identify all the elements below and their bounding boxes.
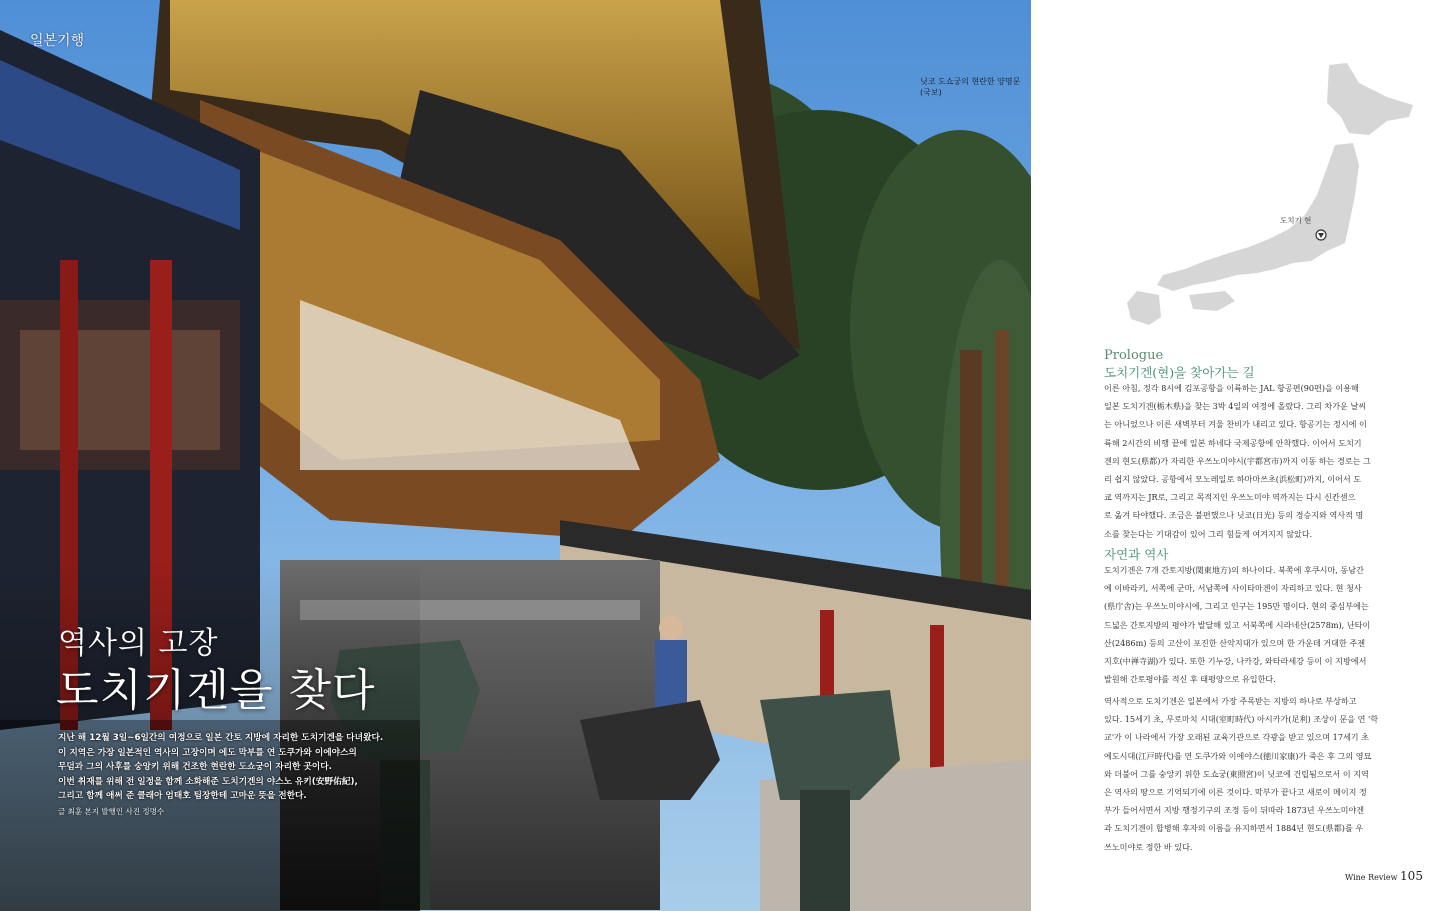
lead-line: 이 지역은 가장 일본적인 역사의 고장이며 에도 막부를 연 도쿠가와 이에야스의: [58, 747, 357, 758]
section-body: [1104, 692, 1404, 856]
body-line: 륙해 2시간의 비행 끝에 일본 하네다 국제공항에 안착했다. 이어서 도치기: [1104, 437, 1362, 448]
body-line: 리 쉽지 않았다. 공항에서 모노레일로 하마마쓰초(浜松町)까지, 이어서 도: [1104, 474, 1362, 485]
body-line: 역사적으로 도치기겐은 일본에서 가장 주목받는 지방의 하나로 부상하고: [1104, 696, 1357, 706]
body-line: 쓰노미야로 정한 바 있다.: [1104, 841, 1193, 852]
section-title: 자연과 역사: [1104, 547, 1169, 562]
page-folio: [1345, 869, 1423, 883]
japan-map: [1097, 55, 1417, 325]
section-body: [1104, 561, 1404, 688]
lead-paragraph: [58, 731, 398, 804]
section-body: [1104, 379, 1404, 543]
body-line: 과 도치기겐이 합병해 후자의 이름을 유지하면서 1884년 현도(県都)를 우: [1104, 823, 1364, 834]
body-line: 로 옮겨 타야했다. 조금은 불편했으나 닛코(日光) 등의 경승지와 역사적 명: [1104, 510, 1364, 521]
body-line: 있다. 15세기 초, 무로마치 시대(室町時代) 아시카가(足利) 조상이 문을 연 '학: [1104, 714, 1379, 725]
body-line: (県庁舎)는 우쓰노미야시에, 그리고 인구는 195만 명이다. 현의 중심부에는: [1104, 601, 1369, 612]
body-line: 지호(中禅寺湖)가 있다. 또한 기누강, 나카강, 와타라세강 등이 이 지방에서: [1104, 656, 1367, 667]
map-label: 도치기 현: [1280, 216, 1312, 225]
body-line: 부가 들어서면서 지방 행정기구의 조정 등이 뒤따라 1873년 우쓰노미야겐: [1104, 805, 1365, 816]
photo-caption: 닛코 도쇼궁의 현란한 양명문(국보): [920, 77, 1021, 97]
body-line: 교'가 이 나라에서 가장 오래된 교육기관으로 각광을 받고 있으며 17세기 초: [1104, 732, 1369, 743]
body-line: 도치기겐은 7개 간토지방(関東地方)의 하나이다. 북쪽에 후쿠시마, 동남간: [1104, 565, 1364, 575]
section-title: 도치기겐(현)을 찾아가는 길: [1104, 365, 1255, 380]
lead-line: 지난 해 12월 3일~6일간의 여정으로 일본 간토 지방에 자리한 도치기겐을 다녀왔다.: [58, 733, 384, 743]
page-number: 105: [1400, 869, 1423, 883]
body-line: 쿄 역까지는 JR로, 그리고 목적지인 우쓰노미야 역까지는 다시 신칸센으: [1104, 492, 1356, 503]
body-line: 겐의 현도(県都)가 자리한 우쓰노미야시(宇都宮市)까지 이동 하는 경로는 그: [1104, 455, 1371, 466]
section-kicker: Prologue: [1104, 348, 1164, 363]
body-line: 와 더불어 그를 숭앙키 위한 도쇼궁(東照宮)이 닛코에 건립됨으로서 이 지역: [1104, 768, 1369, 779]
lead-line: 무덤과 그의 사후를 숭앙키 위해 건조한 현란한 도쇼궁이 자리한 곳이다.: [58, 762, 332, 773]
body-line: 은 역사의 땅으로 기억되기에 이른 것이다. 막부가 끝나고 새로이 메이지 정: [1104, 787, 1367, 798]
headline-line-1: 역사의 고장: [58, 626, 219, 661]
body-line: 일본 도치기겐(栃木県)을 찾는 3박 4일의 여정에 올랐다. 그리 차가운 날씨: [1104, 401, 1367, 412]
body-line: 는 아니었으나 이른 새벽부터 겨울 찬비가 내리고 있다. 항공기는 정시에 이: [1104, 419, 1367, 430]
body-line: 산(2486m) 등의 고산이 포진한 산악지대가 있으며 한 가운데 거대한 주젠: [1104, 637, 1366, 648]
lead-line: 그리고 함께 애써 준 클래아 엄태호 팀장한테 고마운 뜻을 전한다.: [58, 791, 307, 802]
text-page: [1031, 0, 1441, 911]
magazine-name: Wine Review: [1345, 873, 1398, 882]
body-line: 소를 찾는다는 기대감이 있어 그리 힘들게 여겨지지 않았다.: [1104, 528, 1313, 539]
headline-line-2: 도치기겐을 찾다: [56, 665, 376, 716]
body-line: 에도시대(江戸時代)를 연 도쿠가와 이에야스(徳川家康)가 죽은 후 그의 영묘: [1104, 750, 1372, 761]
byline-credit: 글 최훈 본지 발행인 사진 정명수: [58, 807, 165, 816]
body-line: 이른 아침, 정각 8시에 김포공항을 이륙하는 JAL 항공편(90편)을 이용해: [1104, 383, 1359, 393]
lead-line: 이번 취재를 위해 전 일정을 함께 소화해준 도치기겐의 야스노 유키(安野佑紀),: [58, 776, 358, 787]
section-tag: 일본기행: [30, 33, 85, 49]
body-line: 발원해 간토평야를 적신 후 태평양으로 유입한다.: [1104, 674, 1276, 685]
body-line: 에 이바라키, 서쪽에 군마, 서남쪽에 사이타마겐이 자리하고 있다. 현 청사: [1104, 583, 1362, 594]
body-line: 드넓은 간토지방의 평야가 발달해 있고 서북쪽에 시라네산(2578m), 난타이: [1104, 619, 1371, 630]
